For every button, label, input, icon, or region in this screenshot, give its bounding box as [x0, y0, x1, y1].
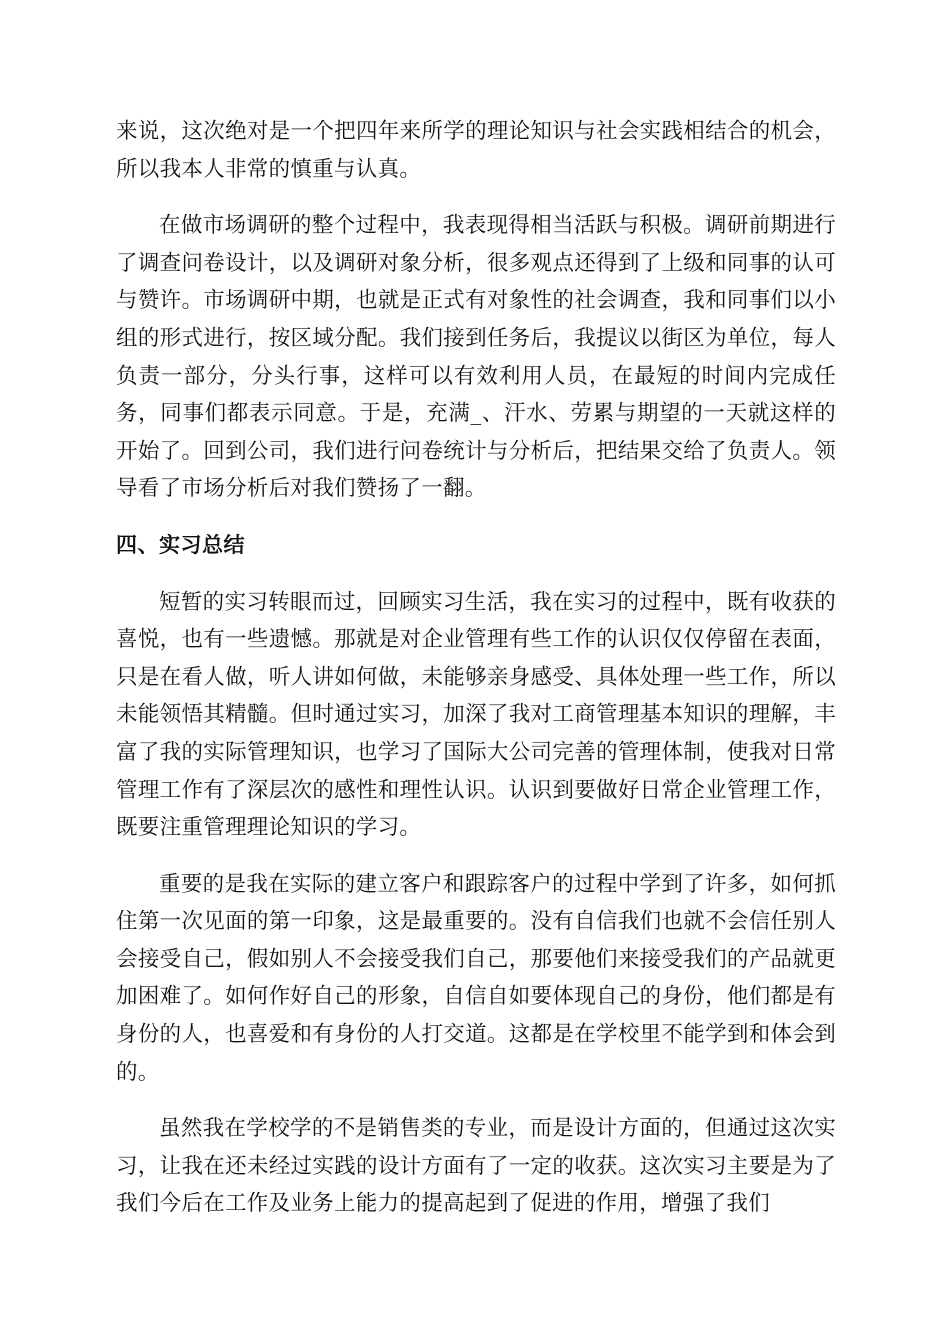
paragraph-2: 在做市场调研的整个过程中，我表现得相当活跃与积极。调研前期进行了调查问卷设计，以及调研对象分析，很多观点还得到了上级和同事的认可与赞许。市场调研中期，也就是正式有对象性的社会调查，我和同事们以小组的形式进行，按区域分配。我们接到任务后，我提议以街区为单位，每人负责一部分，分头行事，这样可以有效利用人员，在最短的时间内完成任务，同事们都表示同意。于是，充满_、汗水、劳累与期望的一天就这样的开始了。回到公司，我们进行问卷统计与分析后，把结果交给了负责人。领导看了市场分析后对我们赞扬了一翻。 [116, 213, 836, 502]
section-heading: 四、实习总结 [116, 532, 245, 557]
paragraph-4: 重要的是我在实际的建立客户和跟踪客户的过程中学到了许多，如何抓住第一次见面的第一印象，这是最重要的。没有自信我们也就不会信任别人会接受自己，假如别人不会接受我们自己，那要他们来接受我们的产品就更加困难了。如何作好自己的形象，自信自如要体现自己的身份，他们都是有身份的人，也喜爱和有身份的人打交道。这都是在学校里不能学到和体会到的。 [116, 871, 836, 1085]
paragraph-3: 短暂的实习转眼而过，回顾实习生活，我在实习的过程中，既有收获的喜悦，也有一些遗憾。那就是对企业管理有些工作的认识仅仅停留在表面，只是在看人做，听人讲如何做，未能够亲身感受、具体处理一些工作，所以未能领悟其精髓。但时通过实习，加深了我对工商管理基本知识的理解，丰富了我的实际管理知识，也学习了国际大公司完善的管理体制，使我对日常管理工作有了深层次的感性和理性认识。认识到要做好日常企业管理工作，既要注重管理理论知识的学习。 [116, 589, 836, 841]
document-body [116, 113, 836, 1242]
paragraph-5: 虽然我在学校学的不是销售类的专业，而是设计方面的，但通过这次实习，让我在还未经过实践的设计方面有了一定的收获。这次实习主要是为了我们今后在工作及业务上能力的提高起到了促进的作用，增强了我们 [116, 1116, 836, 1217]
paragraph-1: 来说，这次绝对是一个把四年来所学的理论知识与社会实践相结合的机会，所以我本人非常的慎重与认真。 [116, 119, 836, 182]
